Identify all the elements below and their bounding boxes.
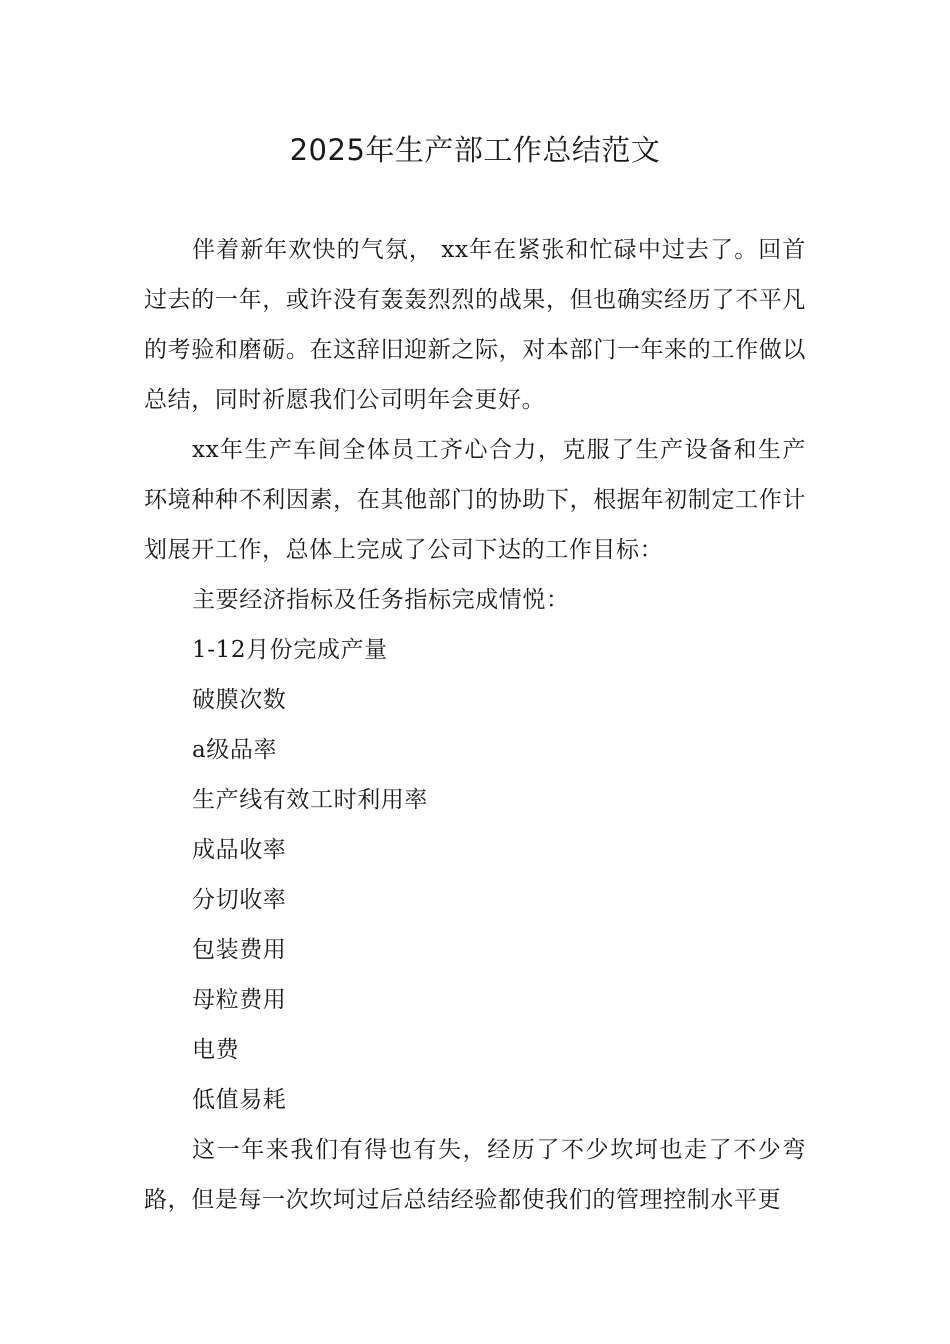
document-title: 2025年生产部工作总结范文 [289,133,661,167]
paragraph-closing: 这一年来我们有得也有失，经历了不少坎坷也走了不少弯路，但是每一次坎坷过后总结经验都使我们的管理控制水平更 [144,1137,806,1213]
list-item: 成品收率 [192,837,287,863]
list-item: 1-12月份完成产量 [192,637,388,663]
paragraph-intro: 伴着新年欢快的气氛， xx年在紧张和忙碌中过去了。回首过去的一年，或许没有轰轰烈烈的战果，但也确实经历了不平凡的考验和磨砺。在这辞旧迎新之际，对本部门一年来的工作做以总结，同时祈愿我们公司明年会更好。 [144,237,807,413]
paragraph-summary: xx年生产车间全体员工齐心合力，克服了生产设备和生产环境种种不利因素，在其他部门的协助下，根据年初制定工作计划展开工作，总体上完成了公司下达的工作目标： [144,437,806,563]
list-item: 破膜次数 [192,687,287,713]
paragraph-indicators-heading: 主要经济指标及任务指标完成情悦： [192,587,570,613]
list-item: 生产线有效工时利用率 [192,787,428,813]
document-body [144,225,806,1225]
list-item: 母粒费用 [192,987,287,1013]
list-item: a级品率 [192,737,278,763]
list-item: 分切收率 [192,887,287,913]
list-item: 低值易耗 [192,1087,287,1113]
list-item: 电费 [192,1037,240,1063]
list-item: 包装费用 [192,937,287,963]
